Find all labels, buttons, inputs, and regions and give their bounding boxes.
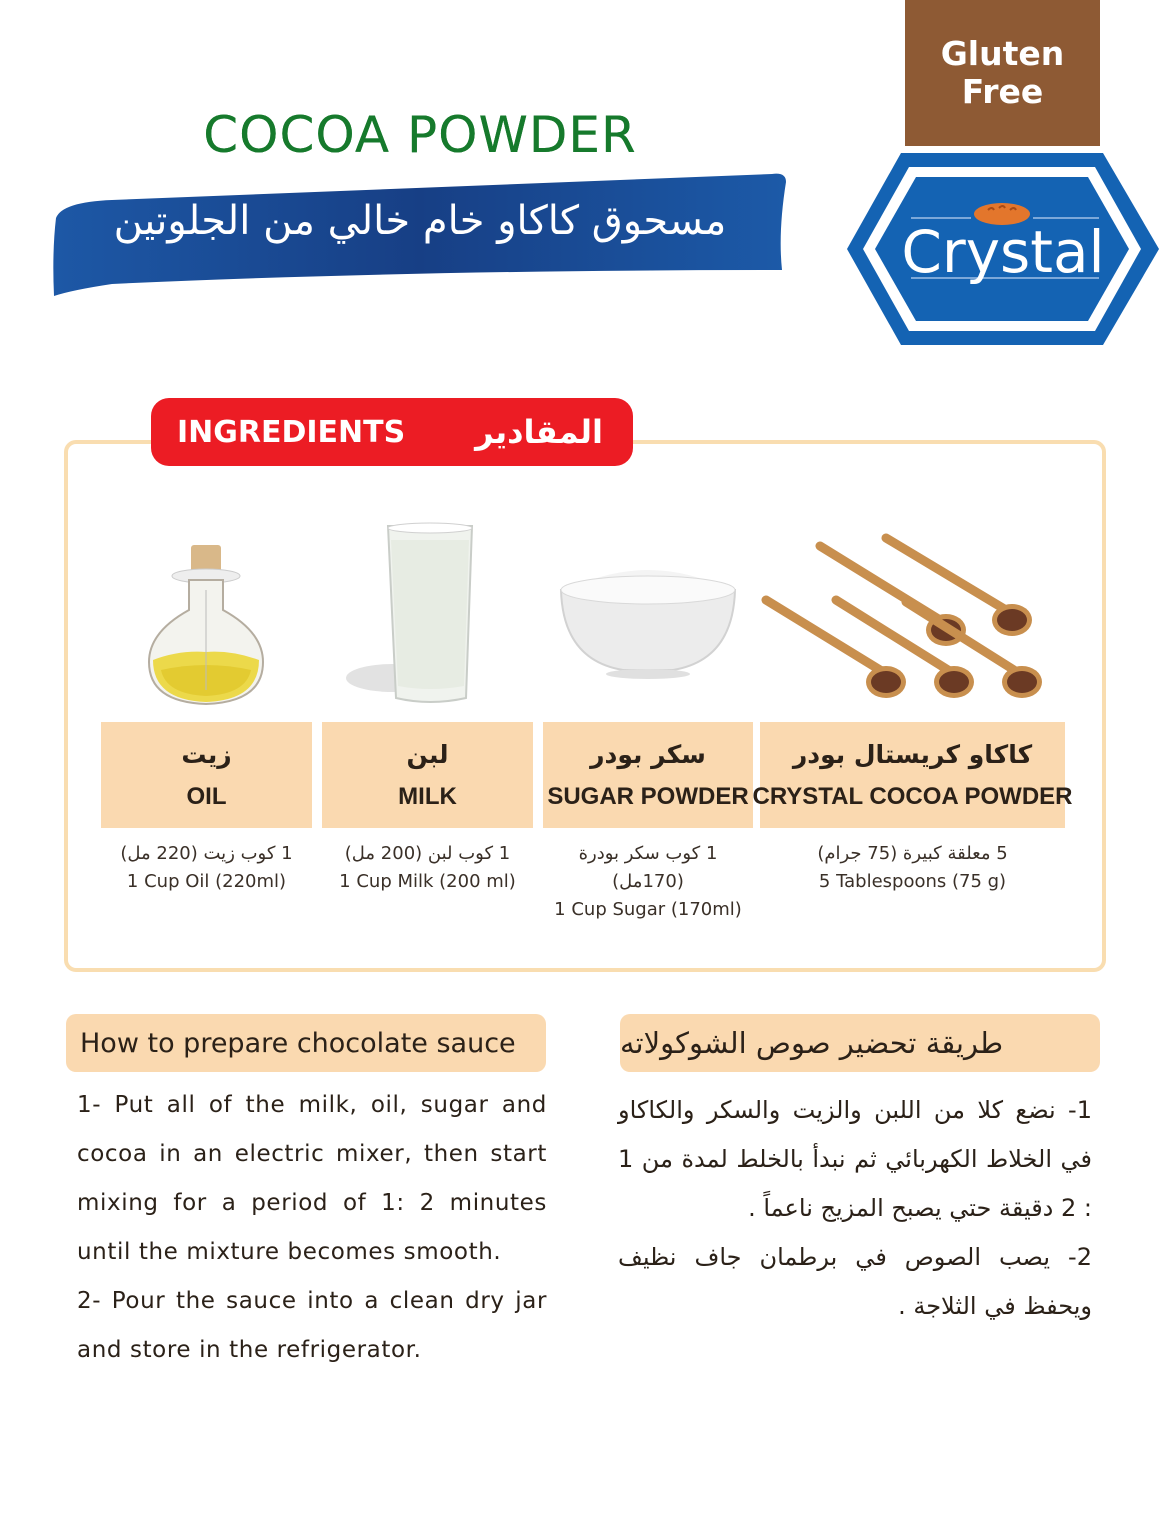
quantity-en: 1 Cup Milk (200 ml) [339,871,516,892]
ingredient-name-en: CRYSTAL COCOA POWDER [752,782,1073,810]
badge-line-1: Gluten [940,34,1065,73]
method-step: 2- يصب الصوص في برطمان جاف نظيف ويحفظ في الثلاجة . [618,1243,1092,1320]
method-heading-en: How to prepare chocolate sauce [66,1014,546,1072]
cocoa-spoons-image [760,510,1065,722]
ingredient-label [543,722,753,828]
quantity-ar: 1 كوب لبن (200 مل) [344,843,511,864]
ingredient-quantity [760,840,1065,896]
gluten-free-badge [905,0,1100,146]
milk-glass-image [322,510,533,722]
method-step: 1- نضع كلا من اللبن والزيت والسكر والكاكاو في الخلاط الكهربائي ثم نبدأ بالخلط لمدة من 1 : 2 دقيقة حتي يصبح المزيج ناعماً . [618,1096,1092,1222]
ingredient-name-en: MILK [398,782,457,810]
oil-flask-image [101,510,312,722]
ingredients-header [151,398,633,466]
ingredient-sugar [543,510,753,920]
ingredient-label [101,722,312,828]
ingredient-milk [322,510,533,892]
ingredient-name-ar: كاكاو كريستال بودر [792,739,1033,769]
badge-line-2: Free [961,72,1044,111]
ingredient-quantity [543,840,753,924]
ingredients-title-en: INGREDIENTS [177,414,406,450]
method-steps-ar [618,1086,1092,1331]
ingredient-name-ar: سكر بودر [590,739,706,769]
method-steps-en [77,1081,547,1375]
ingredient-name-ar: زيت [181,739,232,769]
crystal-logo [843,150,1161,348]
method-step: 1- Put all of the milk, oil, sugar and cocoa in an electric mixer, then start mixing for a period of 1: 2 minutes until the mixture becomes smooth. [77,1092,547,1265]
quantity-ar: 5 معلقة كبيرة (75 جرام) [817,843,1008,864]
quantity-en: 1 Cup Oil (220ml) [126,871,287,892]
quantity-en: 1 Cup Sugar (170ml) [554,899,742,920]
ingredient-name-en: OIL [186,782,227,810]
svg-text:Crystal: Crystal [901,218,1105,286]
method-heading-ar: طريقة تحضير صوص الشوكولاته [620,1014,1100,1072]
ingredient-label [322,722,533,828]
ingredient-name-ar: لبن [406,739,449,769]
quantity-en: 5 Tablespoons (75 g) [818,871,1007,892]
sugar-bowl-image [543,510,753,722]
ingredient-oil [101,510,312,892]
quantity-ar: 1 كوب سكر بودرة (170مل) [578,843,718,892]
ingredient-name-en: SUGAR POWDER [547,782,749,810]
ingredient-cocoa [752,510,1073,892]
ingredient-label [752,722,1073,828]
product-title: COCOA POWDER [0,106,840,164]
subtitle-arabic: مسحوق كاكاو خام خالي من الجلوتين [113,198,727,244]
method-step: 2- Pour the sauce into a clean dry jar and store in the refrigerator. [77,1288,547,1363]
ingredient-quantity [322,840,533,896]
quantity-ar: 1 كوب زيت (220 مل) [120,843,293,864]
ingredients-title-ar: المقادير [475,413,603,451]
ingredient-quantity [101,840,312,896]
